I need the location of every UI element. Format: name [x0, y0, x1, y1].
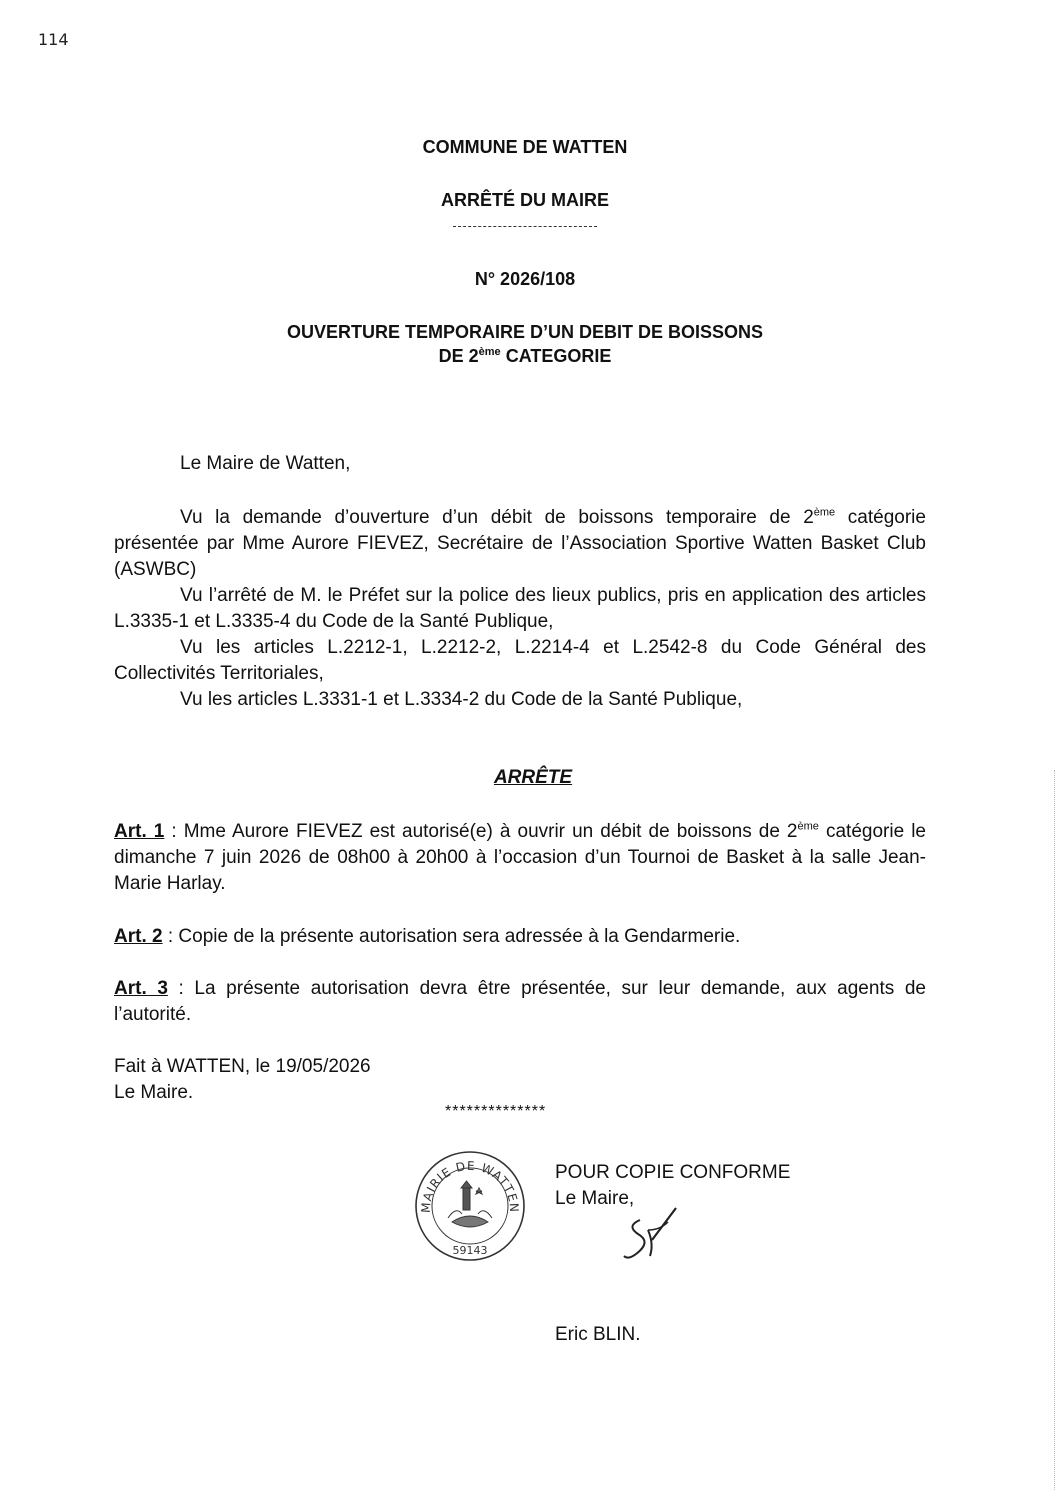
article-2-text: : Copie de la présente autorisation sera adressée à la Gendarmerie.: [162, 926, 741, 947]
vu-demande-sup: ème: [813, 506, 836, 519]
svg-text:59143: 59143: [452, 1244, 488, 1257]
pour-copie-conforme: POUR COPIE CONFORME: [555, 1162, 791, 1183]
article-2-label: Art. 2: [114, 926, 163, 947]
article-1-sup: ème: [797, 820, 819, 833]
article-3-text: : La présente autorisation devra être présentée, sur leur demande, aux agents de l’autorité.: [114, 978, 926, 1025]
article-1-label: Art. 1: [114, 821, 165, 842]
copie-le-maire: Le Maire,: [555, 1188, 635, 1209]
article-2: [114, 924, 926, 950]
page-number: 114: [38, 30, 69, 49]
doc-type-heading: ARRÊTÉ DU MAIRE: [440, 190, 609, 210]
article-1-post: catégorie le dimanche 7 juin 2026 de 08h00 à 20h00 à l’occasion d’un Tournoi de Basket à la salle Jean-Marie Harlay.: [114, 821, 926, 894]
decree-title-line2: [0, 346, 1050, 367]
article-1-text: : Mme Aurore FIEVEZ est autorisé(e) à ouvrir un débit de boissons de 2: [164, 821, 798, 842]
vu-arrete-prefet: Vu l’arrêté de M. le Préfet sur la police des lieux publics, pris en application des articles L.3335-1 et L.3335-4 du Code de la Santé Publique,: [114, 585, 926, 632]
arrete-title: ARRÊTE: [493, 767, 573, 788]
heading-divider: [453, 226, 597, 227]
vu-code-sante: Vu les articles L.3331-1 et L.3334-2 du Code de la Santé Publique,: [180, 689, 743, 710]
fait-a: Fait à WATTEN, le 19/05/2026: [114, 1056, 371, 1077]
article-3-label: Art. 3: [114, 978, 168, 999]
mayor-signature: [612, 1200, 692, 1280]
vu-demande-post: catégorie présentée par Mme Aurore FIEVEZ, Secrétaire de l’Association Sportive Watten Basket Club (ASWBC): [114, 507, 926, 580]
closing-block: [114, 1054, 371, 1106]
vu-demande-text: Vu la demande d’ouverture d’un débit de boissons temporaire de 2: [180, 507, 814, 528]
separator-stars: **************: [445, 1103, 547, 1120]
greeting: Le Maire de Watten,: [180, 453, 351, 474]
article-3: [114, 976, 926, 1028]
decree-title-line1: OUVERTURE TEMPORAIRE D’UN DEBIT DE BOISSONS: [286, 322, 764, 342]
scan-edge-mark: [1054, 770, 1055, 1490]
title-line2-sup: ème: [478, 346, 501, 358]
closing-maire: Le Maire.: [114, 1082, 194, 1103]
vu-demande: [114, 505, 926, 583]
commune-heading: COMMUNE DE WATTEN: [422, 137, 628, 157]
signatory-name: Eric BLIN.: [555, 1324, 641, 1345]
title-line2-post: CATEGORIE: [500, 346, 612, 366]
article-1: [114, 819, 926, 897]
svg-text:MAIRIE DE WATTEN: MAIRIE DE WATTEN: [418, 1158, 522, 1214]
mairie-seal-stamp: [412, 1148, 528, 1264]
title-line2-text: DE 2: [438, 346, 479, 366]
decree-number: N° 2026/108: [474, 269, 576, 289]
vu-code-general: Vu les articles L.2212-1, L.2212-2, L.2214-4 et L.2542-8 du Code Général des Collectivités Territoriales,: [114, 637, 926, 684]
